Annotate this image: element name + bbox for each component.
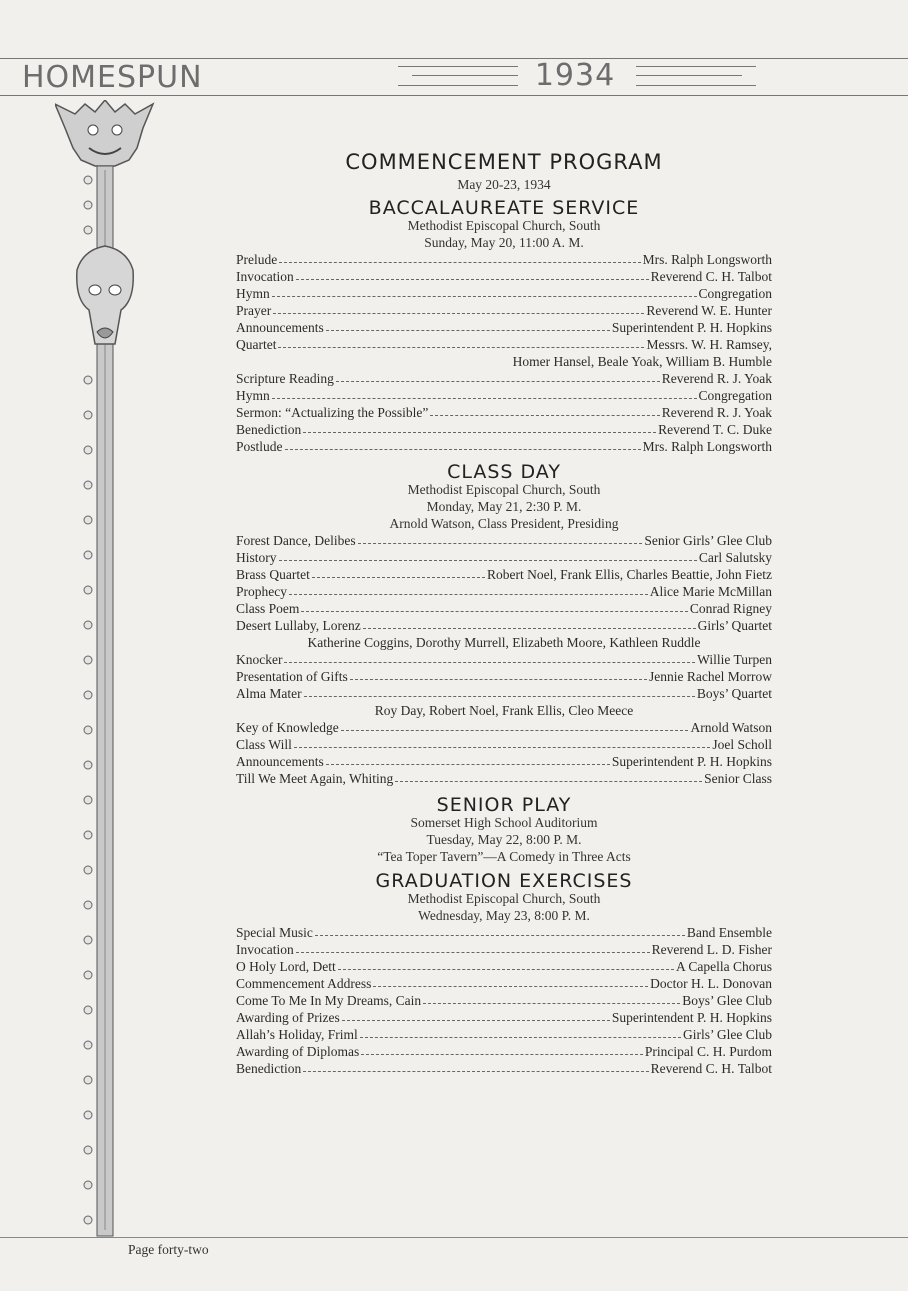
- program-line: Class Poem Conrad Rigney: [236, 601, 772, 616]
- program-line: Postlude Mrs. Ralph Longsworth: [236, 439, 772, 454]
- girls-quartet-members: Katherine Coggins, Dorothy Murrell, Elizabeth Moore, Kathleen Ruddle: [307, 635, 701, 650]
- year-ornament-line: [636, 85, 756, 86]
- footer-rule: [0, 1237, 908, 1238]
- senior-play-time: Tuesday, May 22, 8:00 P. M.: [426, 832, 582, 847]
- masthead-title: HOMESPUN: [22, 60, 203, 95]
- program-line: Benediction Reverend C. H. Talbot: [236, 1061, 772, 1076]
- program-line: Commencement Address Doctor H. L. Donovan: [236, 976, 772, 991]
- graduation-time: Wednesday, May 23, 8:00 P. M.: [418, 908, 590, 923]
- baccalaureate-time: Sunday, May 20, 11:00 A. M.: [424, 235, 584, 250]
- program-line: Awarding of Prizes Superintendent P. H. Hopkins: [236, 1010, 772, 1025]
- program-line: Hymn Congregation: [236, 286, 772, 301]
- program-line: Quartet Messrs. W. H. Ramsey,: [236, 337, 772, 352]
- program-line: Forest Dance, Delibes Senior Girls’ Glee Club: [236, 533, 772, 548]
- year-ornament-line: [412, 75, 518, 76]
- program-title: COMMENCEMENT PROGRAM: [345, 150, 663, 174]
- senior-play-place: Somerset High School Auditorium: [410, 815, 598, 830]
- program-line: O Holy Lord, Dett A Capella Chorus: [236, 959, 772, 974]
- graduation-place: Methodist Episcopal Church, South: [407, 891, 601, 906]
- class-day-place: Methodist Episcopal Church, South: [407, 482, 601, 497]
- program-line: Alma Mater Boys’ Quartet: [236, 686, 772, 701]
- header-rule-top: [0, 58, 908, 59]
- program-line: Prayer Reverend W. E. Hunter: [236, 303, 772, 318]
- baccalaureate-heading: BACCALAUREATE SERVICE: [368, 197, 640, 219]
- program-line: Special Music Band Ensemble: [236, 925, 772, 940]
- senior-play-heading: SENIOR PLAY: [436, 794, 572, 816]
- program-line: Announcements Superintendent P. H. Hopkins: [236, 754, 772, 769]
- program-line: Sermon: “Actualizing the Possible” Reverend R. J. Yoak: [236, 405, 772, 420]
- program-line: Class Will Joel Scholl: [236, 737, 772, 752]
- program-line: Invocation Reverend C. H. Talbot: [236, 269, 772, 284]
- boys-quartet-members: Roy Day, Robert Noel, Frank Ellis, Cleo Meece: [374, 703, 634, 718]
- program-line: Scripture Reading Reverend R. J. Yoak: [236, 371, 772, 386]
- year-ornament-line: [636, 75, 742, 76]
- totem-pole-illustration: [55, 100, 155, 1240]
- program-line: Announcements Superintendent P. H. Hopkins: [236, 320, 772, 335]
- program-line: Come To Me In My Dreams, Cain Boys’ Glee Club: [236, 993, 772, 1008]
- program-line: Brass Quartet Robert Noel, Frank Ellis, Charles Beattie, John Fietz: [236, 567, 772, 582]
- program-dates: May 20-23, 1934: [457, 177, 551, 192]
- class-day-presiding: Arnold Watson, Class President, Presiding: [389, 516, 619, 531]
- program-line: Prophecy Alice Marie McMillan: [236, 584, 772, 599]
- program-line: Presentation of Gifts Jennie Rachel Morrow: [236, 669, 772, 684]
- program-line: Till We Meet Again, Whiting Senior Class: [236, 771, 772, 786]
- program-line: Key of Knowledge Arnold Watson: [236, 720, 772, 735]
- program-line: Prelude Mrs. Ralph Longsworth: [236, 252, 772, 267]
- class-day-time: Monday, May 21, 2:30 P. M.: [426, 499, 582, 514]
- program-line: Desert Lullaby, Lorenz Girls’ Quartet: [236, 618, 772, 633]
- header-rule-bottom: [0, 95, 908, 96]
- program-line: Knocker Willie Turpen: [236, 652, 772, 667]
- program-line: Hymn Congregation: [236, 388, 772, 403]
- baccalaureate-place: Methodist Episcopal Church, South: [407, 218, 601, 233]
- program-line: Benediction Reverend T. C. Duke: [236, 422, 772, 437]
- page-number: Page forty-two: [128, 1242, 209, 1257]
- program-line: Invocation Reverend L. D. Fisher: [236, 942, 772, 957]
- graduation-heading: GRADUATION EXERCISES: [375, 870, 633, 892]
- quartet-members: Homer Hansel, Beale Yoak, William B. Humble: [512, 354, 772, 369]
- year-ornament-line: [636, 66, 756, 67]
- program-line: Allah’s Holiday, Friml Girls’ Glee Club: [236, 1027, 772, 1042]
- year-ornament-line: [398, 85, 518, 86]
- program-line: History Carl Salutsky: [236, 550, 772, 565]
- year-ornament-line: [398, 66, 518, 67]
- senior-play-title: “Tea Toper Tavern”—A Comedy in Three Acts: [377, 849, 631, 864]
- class-day-heading: CLASS DAY: [447, 461, 561, 483]
- program-line: Awarding of Diplomas Principal C. H. Purdom: [236, 1044, 772, 1059]
- yearbook-year: 1934: [534, 58, 616, 93]
